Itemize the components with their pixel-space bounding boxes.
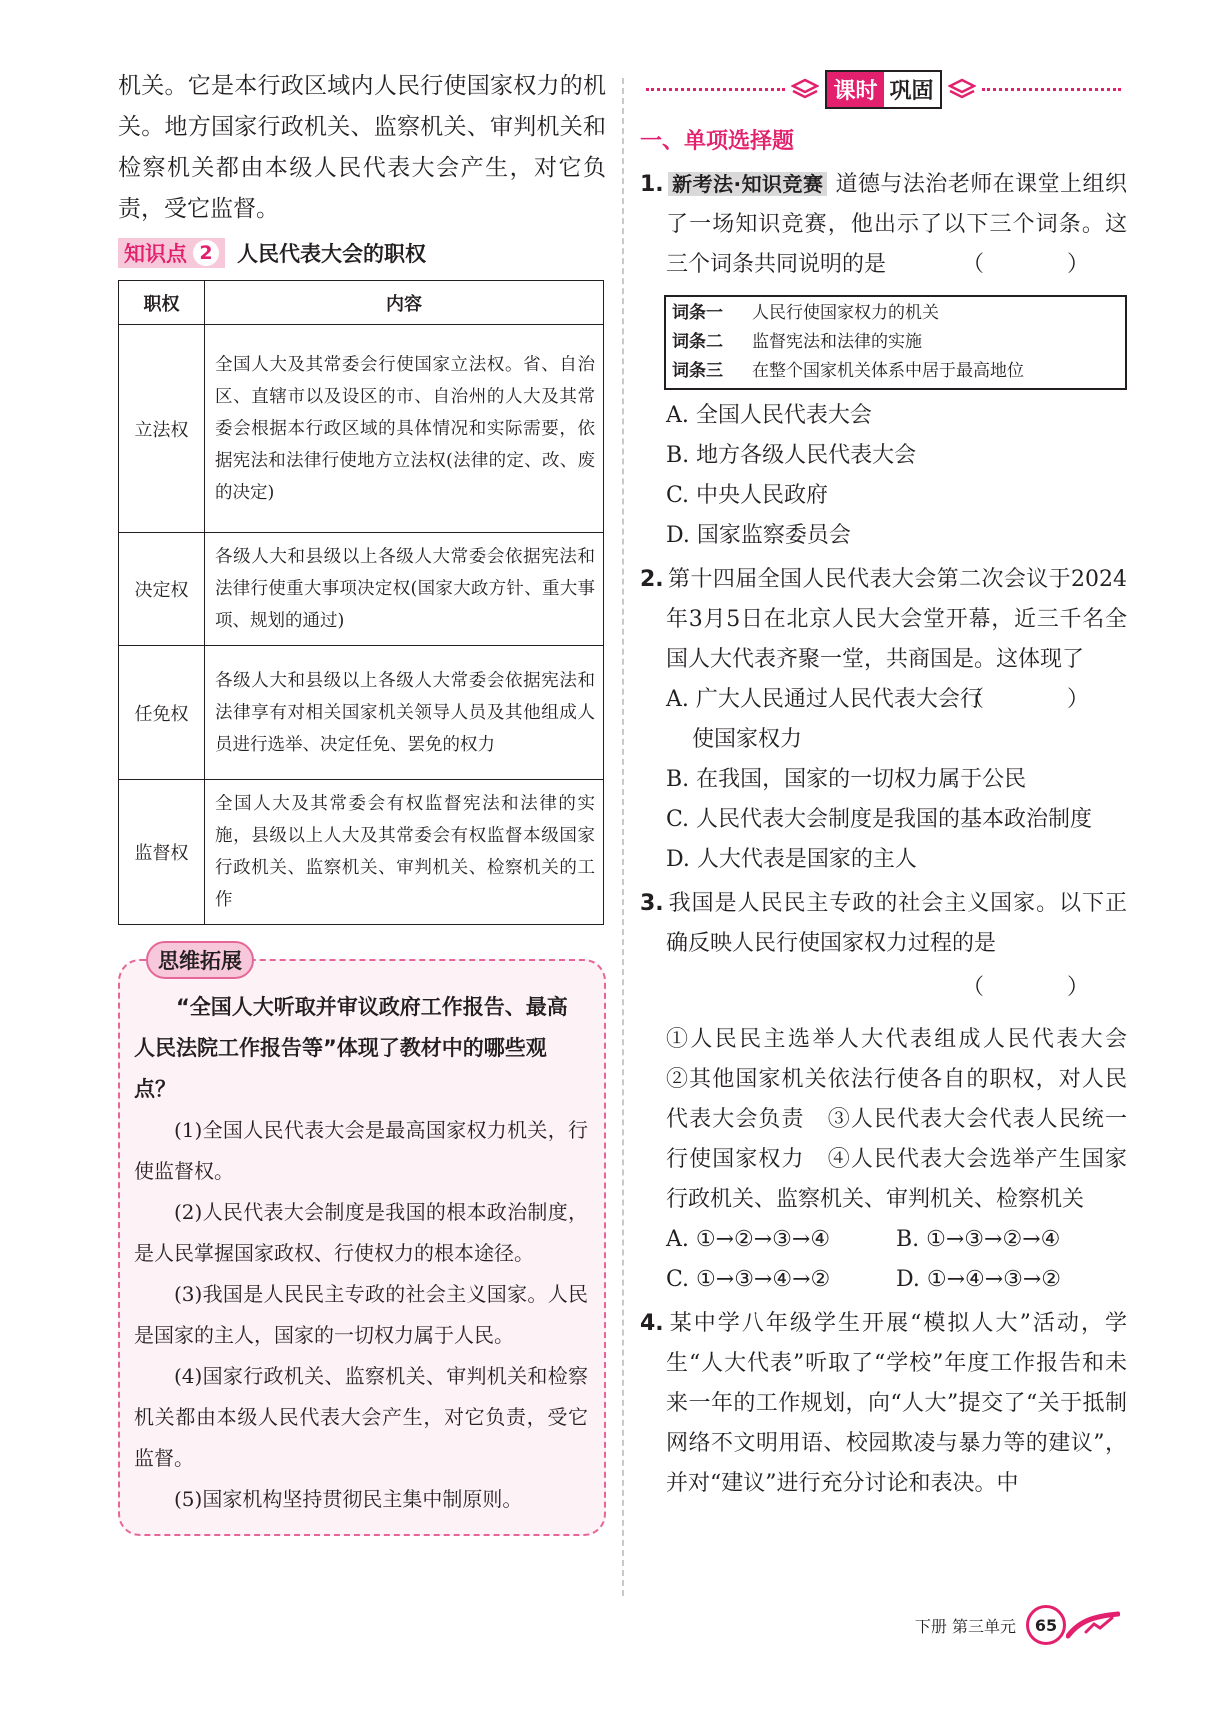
thinking-point: (5)国家机构坚持贯彻民主集中制原则。 (174, 1487, 523, 1511)
section-title: 一、单项选择题 (640, 129, 795, 154)
page-number: 65 (1026, 1605, 1066, 1645)
banner-dots-right (982, 88, 1121, 91)
option[interactable]: C. ①→③→④→② (666, 1267, 831, 1292)
thinking-point: (4)国家行政机关、监察机关、审判机关和检察机关都由本级人民代表大会产生，对它负责，受它监督。 (134, 1364, 588, 1470)
option[interactable]: D. 国家监察委员会 (666, 523, 851, 548)
thinking-point: (3)我国是人民民主专政的社会主义国家。人民是国家的主人，国家的一切权力属于人民。 (134, 1282, 588, 1347)
layers-icon (791, 77, 819, 101)
table-row (119, 533, 604, 646)
knowledge-point-tag (118, 238, 225, 268)
answer-paren: （ ） (962, 975, 1127, 1000)
entry-key: 词条三 (672, 361, 723, 381)
table-row (119, 325, 604, 533)
option[interactable]: B. 地方各级人民代表大会 (666, 443, 917, 468)
table-header-content: 内容 (205, 281, 604, 325)
options-row (640, 1220, 1127, 1260)
entry-row (672, 328, 1119, 357)
entry-value: 监督宪法和法律的实施 (752, 332, 922, 352)
entry-row (672, 299, 1119, 328)
thinking-point: (1)全国人民代表大会是最高国家权力机关，行使监督权。 (134, 1118, 588, 1183)
footer-unit-label: 下册 第三单元 (914, 1616, 1016, 1636)
question-stem: 第十四届全国人民代表大会第二次会议于2024年3月5日在北京人民大会堂开幕，近三千名全国人大代表齐聚一堂，共商国是。这体现了 (666, 567, 1127, 672)
thinking-extension-tag: 思维拓展 (146, 941, 254, 979)
question-number: 2. (640, 567, 664, 592)
answer-paren: （ ） (962, 687, 1127, 712)
question-number: 4. (640, 1311, 664, 1336)
table-cell-content: 全国人大及其常委会有权监督宪法和法律的实施，县级以上人大及其常委会有权监督本级国家行政机关、监察机关、审判机关、检察机关的工作 (205, 780, 604, 925)
question-1 (640, 164, 1127, 285)
table-cell-content: 各级人大和县级以上各级人大常委会依据宪法和法律行使重大事项决定权(国家大政方针、重大事项、规划的通过) (205, 533, 604, 646)
table-cell-content: 各级人大和县级以上各级人大常委会依据宪法和法律享有对相关国家机关领导人员及其他组成人员进行选举、决定任免、罢免的权力 (205, 646, 604, 780)
table-cell-power: 任免权 (119, 646, 205, 780)
left-column (118, 66, 606, 1536)
answer-paren: （ ） (962, 252, 1127, 277)
banner-text-a: 课时 (827, 72, 883, 107)
entry-value: 人民行使国家权力的机关 (752, 303, 939, 323)
knowledge-point-heading (118, 234, 606, 272)
knowledge-point-title: 人民代表大会的职权 (237, 242, 426, 266)
option[interactable]: A. 全国人民代表大会 (666, 403, 872, 428)
table-cell-power: 立法权 (119, 325, 205, 533)
option[interactable]: A. ①→②→③→④ (666, 1227, 831, 1252)
question-3 (640, 884, 1127, 964)
entry-key: 词条一 (672, 303, 723, 323)
knowledge-point-label: 知识点 (124, 242, 187, 266)
knowledge-point-number: 2 (193, 240, 219, 266)
page-footer (915, 1605, 1120, 1645)
table-row (119, 780, 604, 925)
entry-row (672, 357, 1119, 386)
thinking-extension-box (118, 949, 606, 1536)
layers-icon (948, 77, 976, 101)
thinking-point: (2)人民代表大会制度是我国的根本政治制度，是人民掌握国家政权、行使权力的根本途径。 (134, 1200, 588, 1265)
question-number: 3. (640, 891, 664, 916)
question-2 (640, 560, 1127, 712)
question-stem: 道德与法治老师在课堂上组织了一场知识竞赛，他出示了以下三个词条。这三个词条共同说明的是 (666, 172, 1127, 277)
banner-text-b: 巩固 (884, 72, 940, 107)
options-row (640, 1260, 1127, 1300)
option[interactable]: B. 在我国，国家的一切权力属于公民 (666, 767, 1027, 792)
option[interactable]: A. 广大人民通过人民代表大会行使国家权力 (666, 687, 982, 752)
option[interactable]: B. ①→③→②→④ (896, 1227, 1061, 1252)
entry-value: 在整个国家机关体系中居于最高地位 (752, 361, 1024, 381)
option[interactable]: D. 人大代表是国家的主人 (666, 847, 917, 872)
entries-box (664, 295, 1127, 390)
option[interactable]: C. 人民代表大会制度是我国的基本政治制度 (666, 807, 1093, 832)
lesson-banner (640, 66, 1127, 112)
right-column (640, 66, 1150, 1504)
option[interactable]: C. 中央人民政府 (666, 483, 829, 508)
table-header-row (119, 281, 604, 325)
question-stem: 某中学八年级学生开展“模拟人大”活动，学生“人大代表”听取了“学校”年度工作报告和未来一年的工作规划，向“人大”提交了“关于抵制网络不文明用语、校园欺凌与暴力等的建议”，并对“建议”进行充分讨论和表决。中 (666, 1311, 1127, 1496)
question-number: 1. (640, 172, 664, 197)
decorative-swoosh-icon (1066, 1610, 1120, 1640)
entry-key: 词条二 (672, 332, 723, 352)
process-steps: ①人民民主选举人大代表组成人民代表大会 ②其他国家机关依法行使各自的职权，对人民代表大会负责 ③人民代表大会代表人民统一行使国家权力 ④人民代表大会选举产生国家行政机关、监察机关、审判机关、检察机关 (666, 1027, 1150, 1212)
table-cell-power: 监督权 (119, 780, 205, 925)
table-cell-power: 决定权 (119, 533, 205, 646)
column-divider (622, 78, 624, 1596)
table-header-power: 职权 (119, 281, 205, 325)
powers-table (118, 280, 604, 925)
lesson-banner-title (825, 70, 941, 109)
option[interactable]: D. ①→④→③→② (896, 1267, 1062, 1292)
table-row (119, 646, 604, 780)
banner-dots-left (646, 88, 785, 91)
question-4 (640, 1304, 1127, 1504)
question-stem: 我国是人民民主专政的社会主义国家。以下正确反映人民行使国家权力过程的是 (666, 891, 1127, 956)
intro-paragraph: 机关。它是本行政区域内人民行使国家权力的机关。地方国家行政机关、监察机关、审判机关和检察机关都由本级人民代表大会产生，对它负责，受它监督。 (118, 73, 606, 222)
thinking-question: “全国人大听取并审议政府工作报告、最高人民法院工作报告等”体现了教材中的哪些观点？ (134, 995, 568, 1101)
table-cell-content: 全国人大及其常委会行使国家立法权。省、自治区、直辖市以及设区的市、自治州的人大及其常委会根据本行政区域的具体情况和实际需要，依据宪法和法律行使地方立法权(法律的定、改、废的决定) (205, 325, 604, 533)
question-tag: 新考法·知识竞赛 (668, 172, 828, 196)
